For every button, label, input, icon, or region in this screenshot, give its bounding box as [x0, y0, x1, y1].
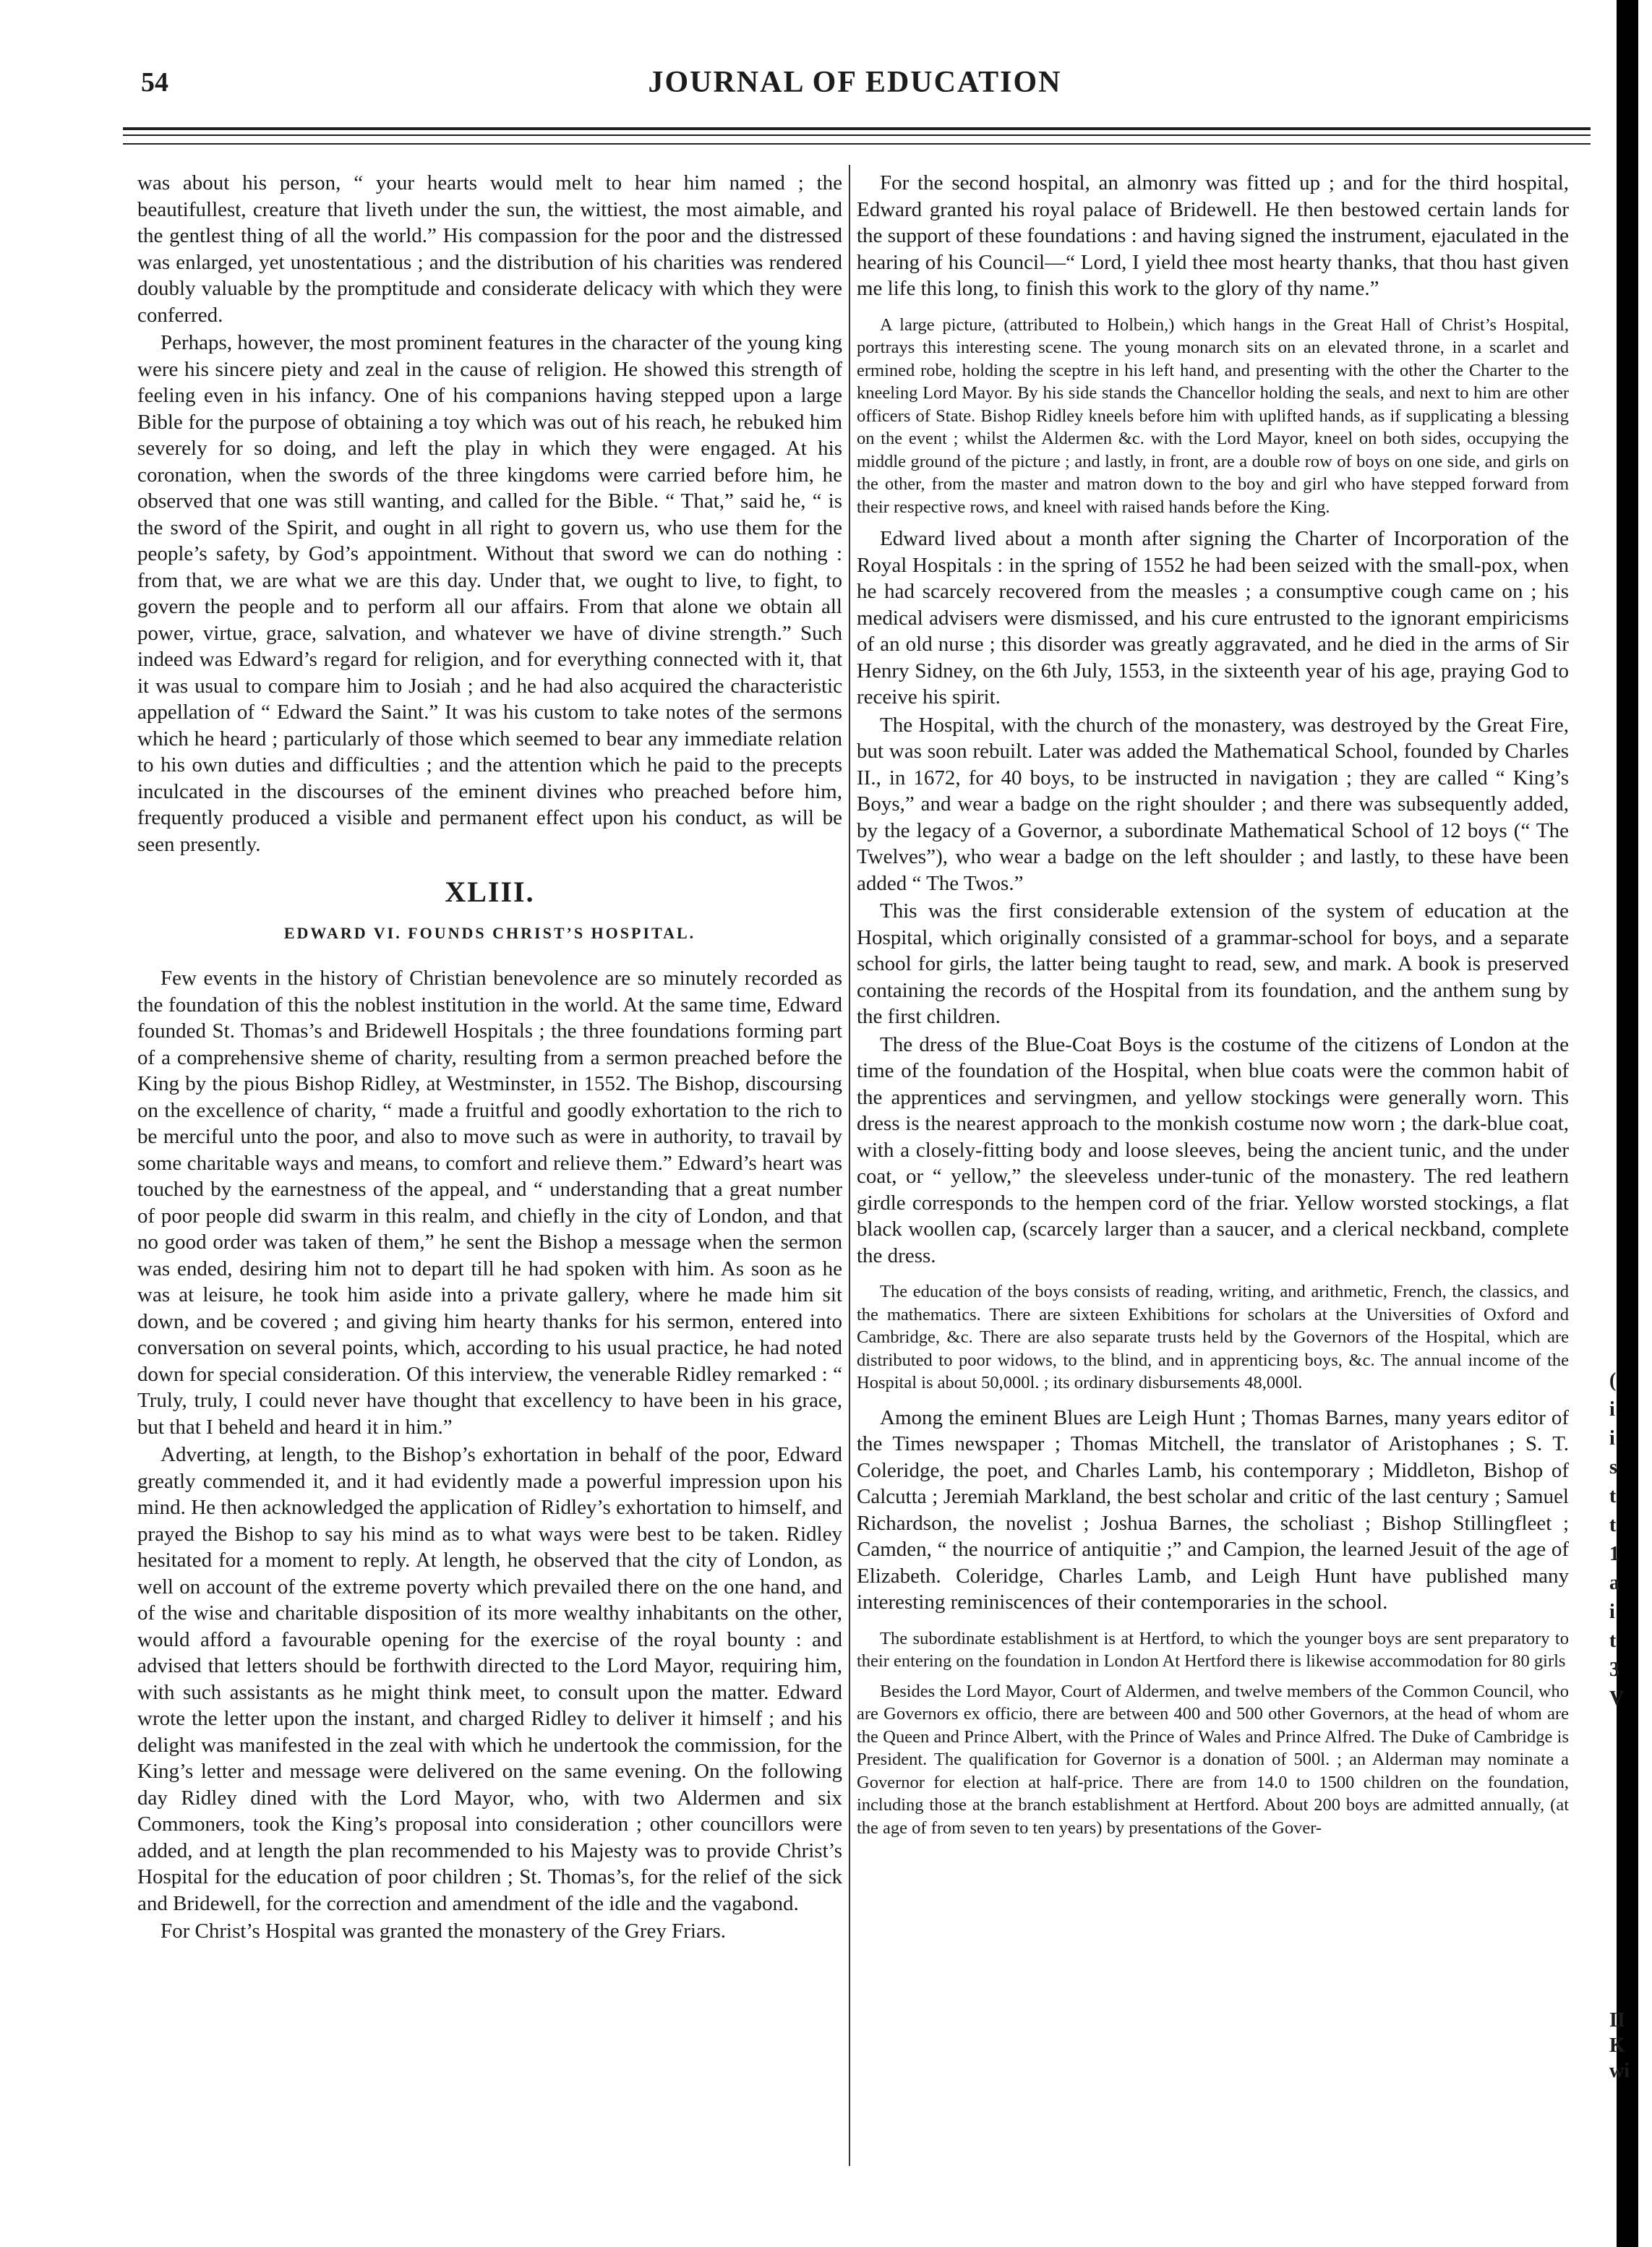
header-rule-thin: [123, 134, 1591, 136]
paragraph: For the second hospital, an almonry was fitted up ; and for the third hospital, Edward granted his royal palace of Bridewell. He then bestowed certain lands for the support of these foundations : and having signed the instrument, ejaculated in the hearing of his Council—“ Lord, I yield thee most hearty thanks, that thou hast given me life this long, to finish this work to the glory of thy name.”: [857, 171, 1569, 300]
margin-fragment: t: [1609, 1514, 1617, 1536]
margin-fragment: II: [1609, 2009, 1625, 2032]
header-rule-thick: [123, 127, 1591, 130]
margin-fragment: t: [1609, 1630, 1617, 1652]
page-header: [141, 58, 1569, 116]
paragraph-small: A large picture, (attributed to Holbein,) which hangs in the Great Hall of Christ’s Hospital, portrays this interesting scene. The young monarch sits on an elevated throne, in a scarlet and ermined robe, holding the sceptre in his left hand, and presenting with the other the Charter to the kneeling Lord Mayor. By his side stands the Chancellor holding the seals, and next to him are other officers of State. Bishop Ridley kneels before him with uplifted hands, as if supplicating a blessing on the event ; whilst the Aldermen &c. with the Lord Mayor, kneel on both sides, occupying the middle ground of the picture ; and lastly, in front, are a double row of boys on one side, and girls on the other, from the master and matron down to the boy and girl who have stepped forward from their respective rows, and kneel with raised hands before the King.: [857, 314, 1569, 517]
margin-fragment: 1: [1609, 1543, 1619, 1565]
paragraph: Edward lived about a month after signing the Charter of Incorporation of the Royal Hospitals : in the spring of 1552 he had been seized with the small-pox, when he had scarcely recovered from the measles ; a consumptive cough came on ; his medical advisers were dismissed, and his cure entrusted to the ignorant empiricisms of an old nurse ; this disorder was greatly aggravated, and he died in the arms of Sir Henry Sidney, on the 6th July, 1553, in the sixteenth year of his age, praying God to receive his spirit.: [857, 527, 1569, 709]
margin-fragment: (: [1609, 1369, 1617, 1392]
margin-fragment: V: [1609, 1687, 1625, 1710]
header-rule-thin-2: [123, 143, 1591, 145]
page-number: 54: [141, 67, 168, 98]
margin-fragment: i: [1609, 1601, 1615, 1623]
journal-title: JOURNAL OF EDUCATION: [648, 66, 1062, 99]
paragraph: The dress of the Blue-Coat Boys is the costume of the citizens of London at the time of the foundation of the Hospital, when blue coats were the common habit of the apprentices and servingmen, and yellow stockings were generally worn. This dress is the nearest approach to the monkish costume now worn ; the dark-blue coat, with a closely-fitting body and loose sleeves, being the ancient tunic, and the under coat, or “ yellow,” the sleeveless under-tunic of the monastery. The red leathern girdle corresponds to the hempen cord of the friar. Yellow worsted stockings, a flat black woollen cap, (scarcely larger than a saucer, and a clerical neckband, complete the dress.: [857, 1032, 1569, 1267]
section-heading: EDWARD VI. FOUNDS CHRIST’S HOSPITAL.: [283, 923, 696, 942]
paragraph-small: Besides the Lord Mayor, Court of Aldermen, and twelve members of the Common Council, who are Governors ex officio, there are between 400 and 500 other Governors, at the head of whom are the Queen and Prince Albert, with the Prince of Wales and Prince Alfred. The Duke of Cambridge is President. The qualification for Governor is a donation of 500l. ; an Alderman may nominate a Governor for election at half-price. There are from 14.0 to 1500 children on the foundation, including those at the branch establishment at Hertford. About 200 boys are admitted annually, (at the age of from seven to ten years) by presentations of the Gover-: [857, 1681, 1569, 1838]
page-edge-bar: [1617, 0, 1638, 2247]
margin-fragment: a: [1609, 1572, 1619, 1594]
paragraph: The Hospital, with the church of the monastery, was destroyed by the Great Fire, but was soon rebuilt. Later was added the Mathematical School, founded by Charles II., in 1672, for 40 boys, to be instructed in navigation ; they are called “ King’s Boys,” and wear a badge on the right shoulder ; and there was subsequently added, by the legacy of a Governor, a subordinate Mathematical School of 12 boys (“ The Twelves”), who wear a badge on the left shoulder ; and lastly, to these have been added “ The Twos.”: [857, 713, 1569, 895]
paragraph-small: The subordinate establishment is at Hertford, to which the younger boys are sent preparatory to their entering on the foundation in London At Hertford there is likewise accommodation for 80 girls: [857, 1628, 1569, 1671]
paragraph: was about his person, “ your hearts would melt to hear him named ; the beautifullest, creature that liveth under the sun, the wittiest, the most aimable, and the gentlest thing of all the world.” His compassion for the poor and the distressed was enlarged, yet unostentatious ; and the distribution of his charities was rendered doubly valuable by the promptitude and considerate delicacy with which they were conferred.: [137, 171, 842, 327]
margin-fragment: i: [1609, 1398, 1615, 1421]
paragraph: For Christ’s Hospital was granted the monastery of the Grey Friars.: [161, 1919, 727, 1943]
column-divider: [849, 165, 850, 2166]
margin-fragment: K: [1609, 2034, 1625, 2057]
paragraph: Among the eminent Blues are Leigh Hunt ; Thomas Barnes, many years editor of the Times newspaper ; Thomas Mitchell, the translator of Aristophanes ; S. T. Coleridge, the poet, and Charles Lamb, his contemporary ; Middleton, Bishop of Calcutta ; Jeremiah Markland, the best scholar and critic of the last century ; Samuel Richardson, the novelist ; Joshua Barnes, the scholiast ; Bishop Stillingfleet ; Camden, “ the nourrice of antiquitie ;” and Campion, the learned Jesuit of the age of Elizabeth. Coleridge, Charles Lamb, and Leigh Hunt have published many interesting reminiscences of their contemporaries in the school.: [857, 1405, 1569, 1614]
margin-fragment: i: [1609, 1427, 1615, 1450]
left-column: [137, 170, 842, 1945]
margin-fragment: s: [1609, 1456, 1617, 1478]
margin-fragment: t: [1609, 1485, 1617, 1507]
paragraph: Few events in the history of Christian benevolence are so minutely recorded as the foundation of this the noblest institution in the world. At the same time, Edward founded St. Thomas’s and Bridewell Hospitals ; the three foundations forming part of a comprehensive sheme of charity, resulting from a sermon preached before the King by the pious Bishop Ridley, at Westminster, in 1552. The Bishop, discoursing on the excellence of charity, “ made a fruitful and goodly exhortation to the rich to be merciful unto the poor, and also to move such as were in authority, to travail by some charitable ways and means, to comfort and relieve them.” Edward’s heart was touched by the earnestness of the appeal, and “ understanding that a great number of poor people did swarm in this realm, and chiefly in the city of London, and that no good order was taken of them,” he sent the Bishop a message when the sermon was ended, desiring him not to depart till he had spoken with him. As soon as he was at leisure, he took him aside into a private gallery, where he made him sit down, and be covered ; and giving him hearty thanks for his sermon, entered into conversation on several points, which, according to his usual practice, he had noted down for special consideration. Of this interview, the venerable Ridley remarked : “ Truly, truly, I could never have thought that excellency to have been in his grace, but that I beheld and heard it in him.”: [137, 967, 842, 1439]
paragraph: Adverting, at length, to the Bishop’s exhortation in behalf of the poor, Edward greatly commended it, and it had evidently made a powerful impression upon his mind. He then acknowledged the application of Ridley’s exhortation to himself, and prayed the Bishop to say his mind as to what ways were best to be taken. Ridley hesitated for a moment to reply. At length, he observed that the city of London, as well on account of the extreme poverty which prevailed there on the one hand, and of the wise and charitable disposition of its more wealthy inhabitants on the other, would afford a favourable opening for the exercise of the royal bounty : and advised that letters should be forthwith directed to the Lord Mayor, requiring him, with such assistants as he might think meet, to consult upon the matter. Edward wrote the letter upon the instant, and charged Ridley to deliver it himself ; and his delight was manifested in the zeal with which he undertook the commission, for the King’s letter and message were delivered on the same evening. On the following day Ridley dined with the Lord Mayor, who, with two Aldermen and six Commoners, took the King’s proposal into consideration ; other councillors were added, and at length the plan recommended to his Majesty was to provide Christ’s Hospital for the education of poor children ; St. Thomas’s, for the relief of the sick and Bridewell, for the correction and amendment of the idle and the vagabond.: [137, 1443, 842, 1915]
right-column: [857, 170, 1569, 1846]
section-number: XLIII.: [445, 876, 535, 908]
margin-fragment: 3: [1609, 1659, 1619, 1681]
paragraph: This was the first considerable extension of the system of education at the Hospital, which originally consisted of a grammar-school for boys, and a separate school for girls, the latter being taught to read, sew, and mark. A book is preserved containing the records of the Hospital from its foundation, and the anthem sung by the first children.: [857, 899, 1569, 1028]
paragraph: Perhaps, however, the most prominent features in the character of the young king were his sincere piety and zeal in the cause of religion. He showed this strength of feeling even in his infancy. One of his companions having stepped upon a large Bible for the purpose of obtaining a toy which was out of his reach, he rebuked him severely for so doing, and left the play in which they were engaged. At his coronation, when the swords of the three kingdoms were carried before him, he observed that one was still wanting, and called for the Bible. “ That,” said he, “ is the sword of the Spirit, and ought in all right to govern us, who use them for the people’s safety, by God’s appointment. Without that sword we can do nothing : from that, we are what we are this day. Under that, we ought to live, to fight, to govern the people and to perform all our affairs. From that alone we obtain all power, virtue, grace, salvation, and whatever we have of divine strength.” Such indeed was Edward’s regard for religion, and for everything connected with it, that it was usual to compare him to Josiah ; and he had also acquired the characteristic appellation of “ Edward the Saint.” It was his custom to take notes of the sermons which he heard ; particularly of those which seemed to bear any immediate relation to his own duties and difficulties ; and the attention which he paid to the precepts inculcated in the discourses of the eminent divines who preached before him, frequently produced a visible and permanent effect upon his conduct, as will be seen presently.: [137, 331, 842, 856]
margin-fragment: wi: [1609, 2060, 1630, 2082]
paragraph-small: The education of the boys consists of reading, writing, and arithmetic, French, the classics, and the mathematics. There are sixteen Exhibitions for scholars at the Universities of Oxford and Cambridge, &c. There are also separate trusts held by the Governors of the Hospital, which are distributed to poor widows, to the blind, and in apprenticing boys, &c. The annual income of the Hospital is about 50,000l. ; its ordinary disbursements 48,000l.: [857, 1282, 1569, 1392]
